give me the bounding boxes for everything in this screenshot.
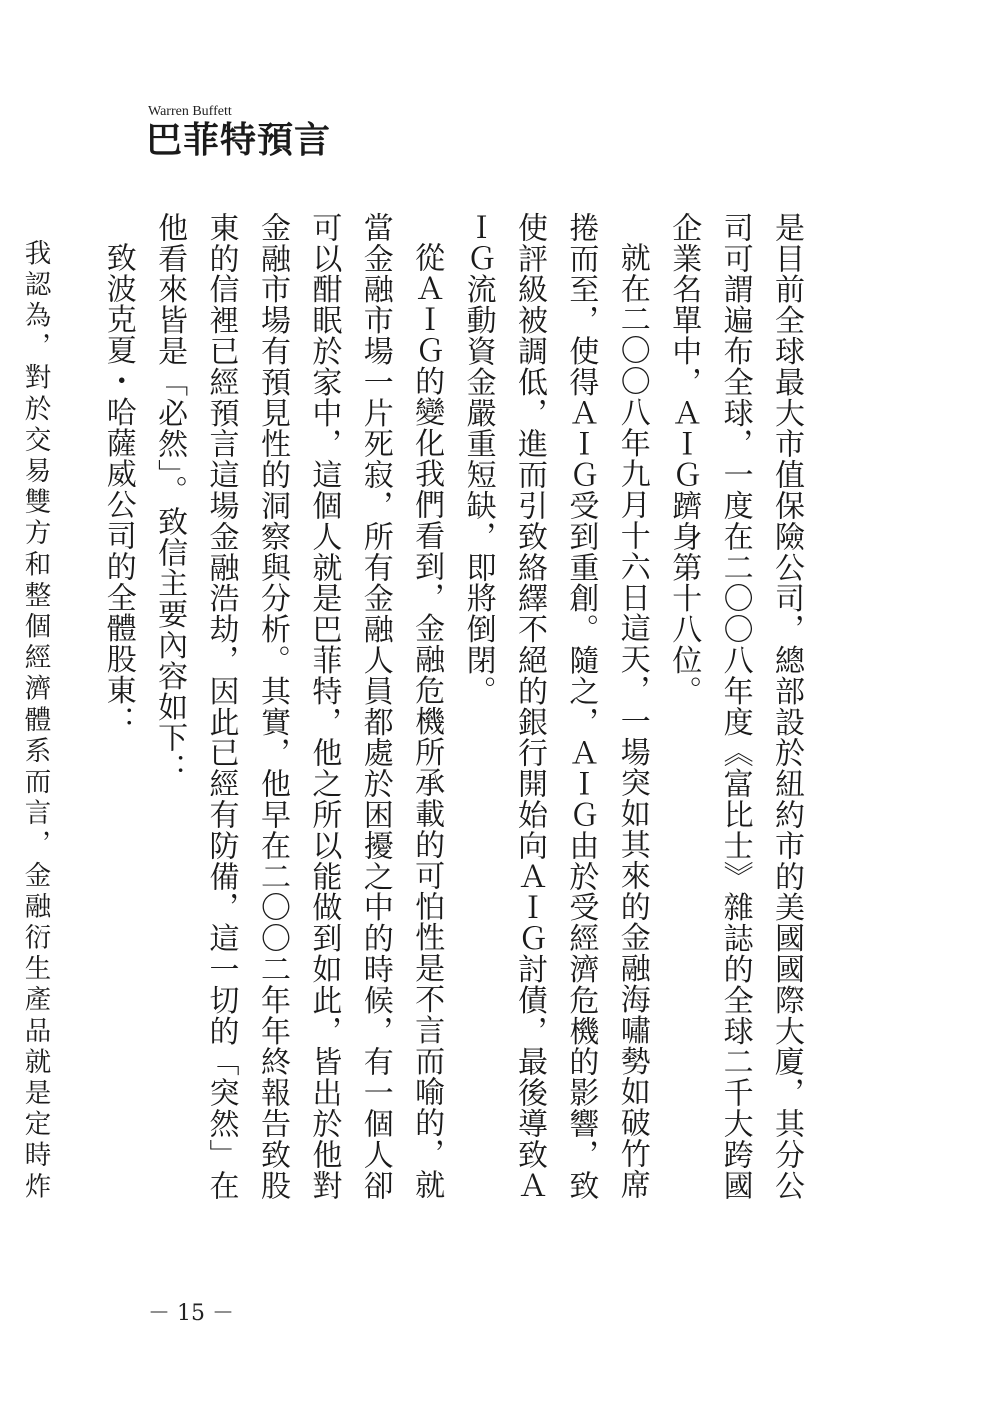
running-header <box>146 104 331 160</box>
quote-paragraph-1: 我認為，對於交易雙方和整個經濟體系而言，金融衍生產品就是定時炸 <box>19 238 51 1203</box>
header-title-zh: 巴菲特預言 <box>146 119 332 161</box>
paragraph-3: 從ＡＩＧ的變化我們看到，金融危機所承載的可怕性是不言而喻的，就當金融市場一片死寂，所有金融人員都處於困擾之中的時候，有一個人卻可以酣眠於家中，這個人就是巴菲特，他之所以能做到如此，皆出於他對金融市場有預見性的洞察與分析。其實，他早在二〇〇二年年終報告致股東的信裡已經預言這場金融浩劫，因此已經有防備，這一切的「突然」在他看來皆是「必然」。致信主要內容如下： <box>152 212 445 1201</box>
paragraph-2: 就在二〇〇八年九月十六日這天，一場突如其來的金融海嘯勢如破竹席捲而至，使得ＡＩＧ受到重創。隨之，ＡＩＧ由於受經濟危機的影響，致使評級被調低，進而引致絡繹不絕的銀行開始向ＡＩＧ討債，最後導致ＡＩＧ流動資金嚴重短缺，即將倒閉。 <box>460 212 650 1201</box>
header-title-en: Warren Buffett <box>148 104 232 119</box>
vertical-body-text <box>0 212 812 1212</box>
paragraph-4: 致波克夏・哈薩威公司的全體股東： <box>100 242 136 737</box>
page-number: － 15 － <box>148 1301 234 1326</box>
paragraph-1: 是目前全球最大市值保險公司，總部設於紐約市的美國國際大廈，其分公司可謂遍布全球，一度在二〇〇八年度《富比士》雜誌的全球二千大跨國企業名單中，ＡＩＧ躋身第十八位。 <box>666 212 804 1201</box>
